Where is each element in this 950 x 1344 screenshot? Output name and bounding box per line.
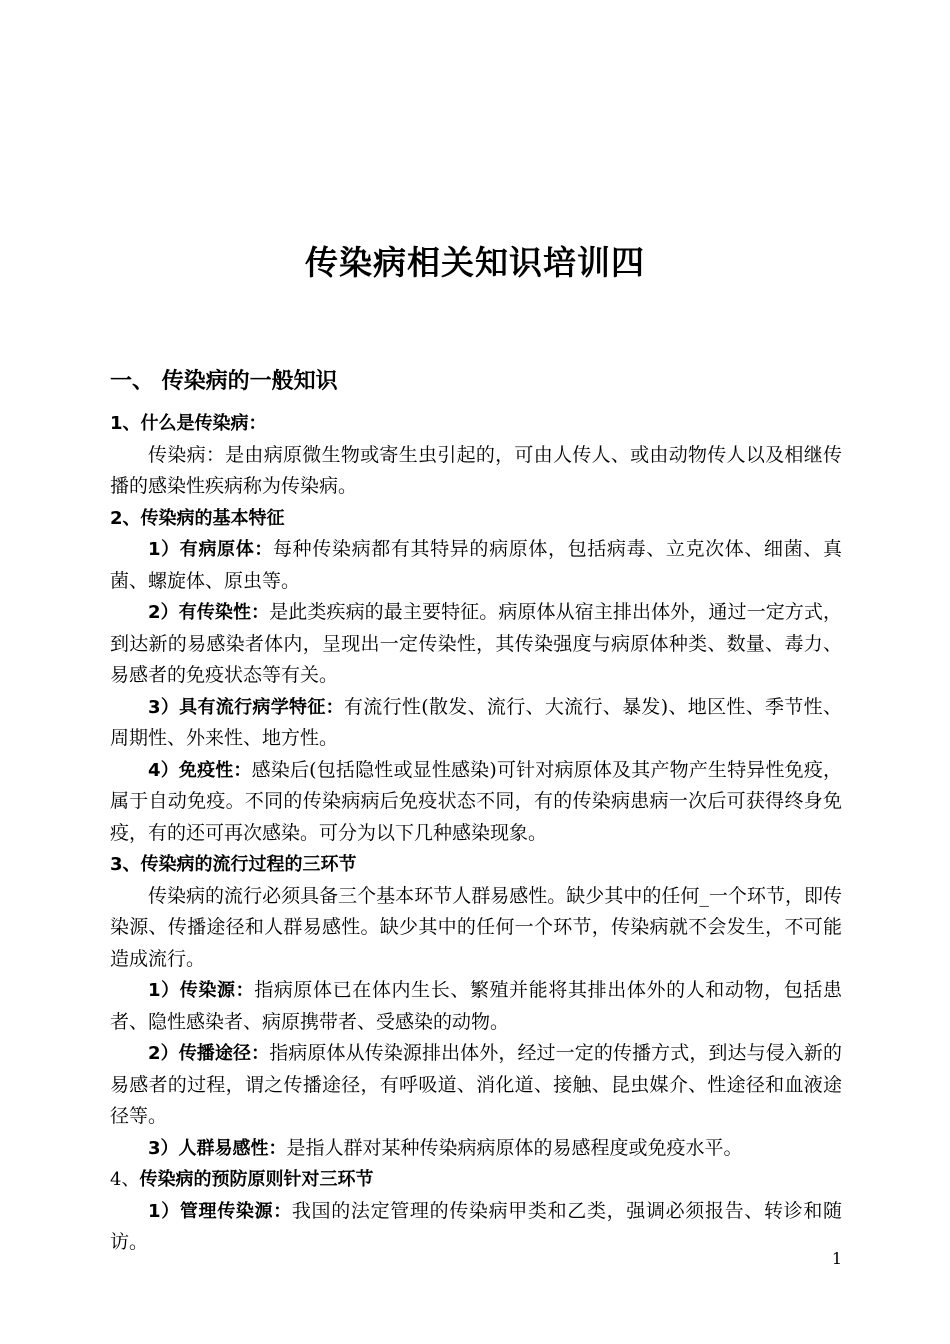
item-text: 有流行性(散发、流行、大流行、暴发)、地区性、季节性、周期性、外来性、地方性。	[110, 695, 842, 749]
item-lead: 1）管理传染源：	[148, 1200, 292, 1222]
list-item	[110, 597, 842, 692]
item-lead: 3）人群易感性：	[148, 1137, 287, 1159]
item-text: 是此类疾病的最主要特征。病原体从宿主排出体外，通过一定方式，到达新的易感染者体内，呈现出一定传染性，其传染强度与病原体种类、数量、毒力、易感者的免疫状态等有关。	[110, 601, 842, 686]
subsection-heading-2: 2、传染病的基本特征	[110, 507, 285, 529]
item-text: 每种传染病都有其特异的病原体，包括病毒、立克次体、细菌、真菌、螺旋体、原虫等。	[110, 538, 842, 592]
list-item	[110, 975, 842, 1038]
list-item	[110, 534, 842, 597]
item-lead: 4）免疫性：	[148, 759, 252, 781]
item-lead: 1）有病原体：	[148, 539, 274, 560]
subsection-heading-1: 1、什么是传染病：	[110, 413, 267, 434]
item-lead: 2）有传染性：	[148, 602, 270, 623]
heading-number: 4、	[110, 1169, 140, 1190]
list-item	[110, 1133, 842, 1165]
document-body	[110, 362, 842, 1259]
list-item	[110, 1038, 842, 1133]
item-text: 我国的法定管理的传染病甲类和乙类，强调必须报告、转诊和随访。	[110, 1199, 842, 1253]
item-lead: 3）具有流行病学特征：	[148, 696, 344, 718]
subsection-heading-3: 3、传染病的流行过程的三环节	[110, 854, 357, 875]
item-lead: 1）传染源：	[148, 980, 255, 1001]
list-item	[110, 755, 842, 850]
page-number: 1	[831, 1249, 842, 1268]
item-text: 指病原体已在体内生长、繁殖并能将其排出体外的人和动物，包括患者、隐性感染者、病原携带者、受感染的动物。	[110, 979, 842, 1033]
paragraph-definition: 传染病：是由病原微生物或寄生虫引起的，可由人传人、或由动物传人以及相继传播的感染性疾病称为传染病。	[110, 443, 842, 497]
item-text: 感染后(包括隐性或显性感染)可针对病原体及其产物产生特异性免疫，属于自动免疫。不同的传染病病后免疫状态不同，有的传染病患病一次后可获得终身免疫，有的还可再次感染。可分为以下几种感染现象。	[110, 758, 843, 844]
paragraph-three-links: 传染病的流行必须具备三个基本环节人群易感性。缺少其中的任何_一个环节，即传染源、传播途径和人群易感性。缺少其中的任何一个环节，传染病就不会发生，不可能造成流行。	[110, 884, 842, 970]
heading-text: 传染病的预防原则针对三环节	[139, 1169, 374, 1190]
list-item	[110, 1196, 842, 1259]
list-item	[110, 692, 842, 755]
subsection-heading-4	[110, 1164, 842, 1196]
section-heading: 一、 传染病的一般知识	[110, 369, 338, 394]
item-lead: 2）传播途径：	[148, 1043, 270, 1064]
document-title: 传染病相关知识培训四	[305, 243, 645, 282]
item-text: 是指人群对某种传染病病原体的易感程度或免疫水平。	[286, 1136, 743, 1159]
item-text: 指病原体从传染源排出体外，经过一定的传播方式，到达与侵入新的易感者的过程，谓之传播途径，有呼吸道、消化道、接触、昆虫媒介、性途径和血液途径等。	[110, 1042, 842, 1127]
